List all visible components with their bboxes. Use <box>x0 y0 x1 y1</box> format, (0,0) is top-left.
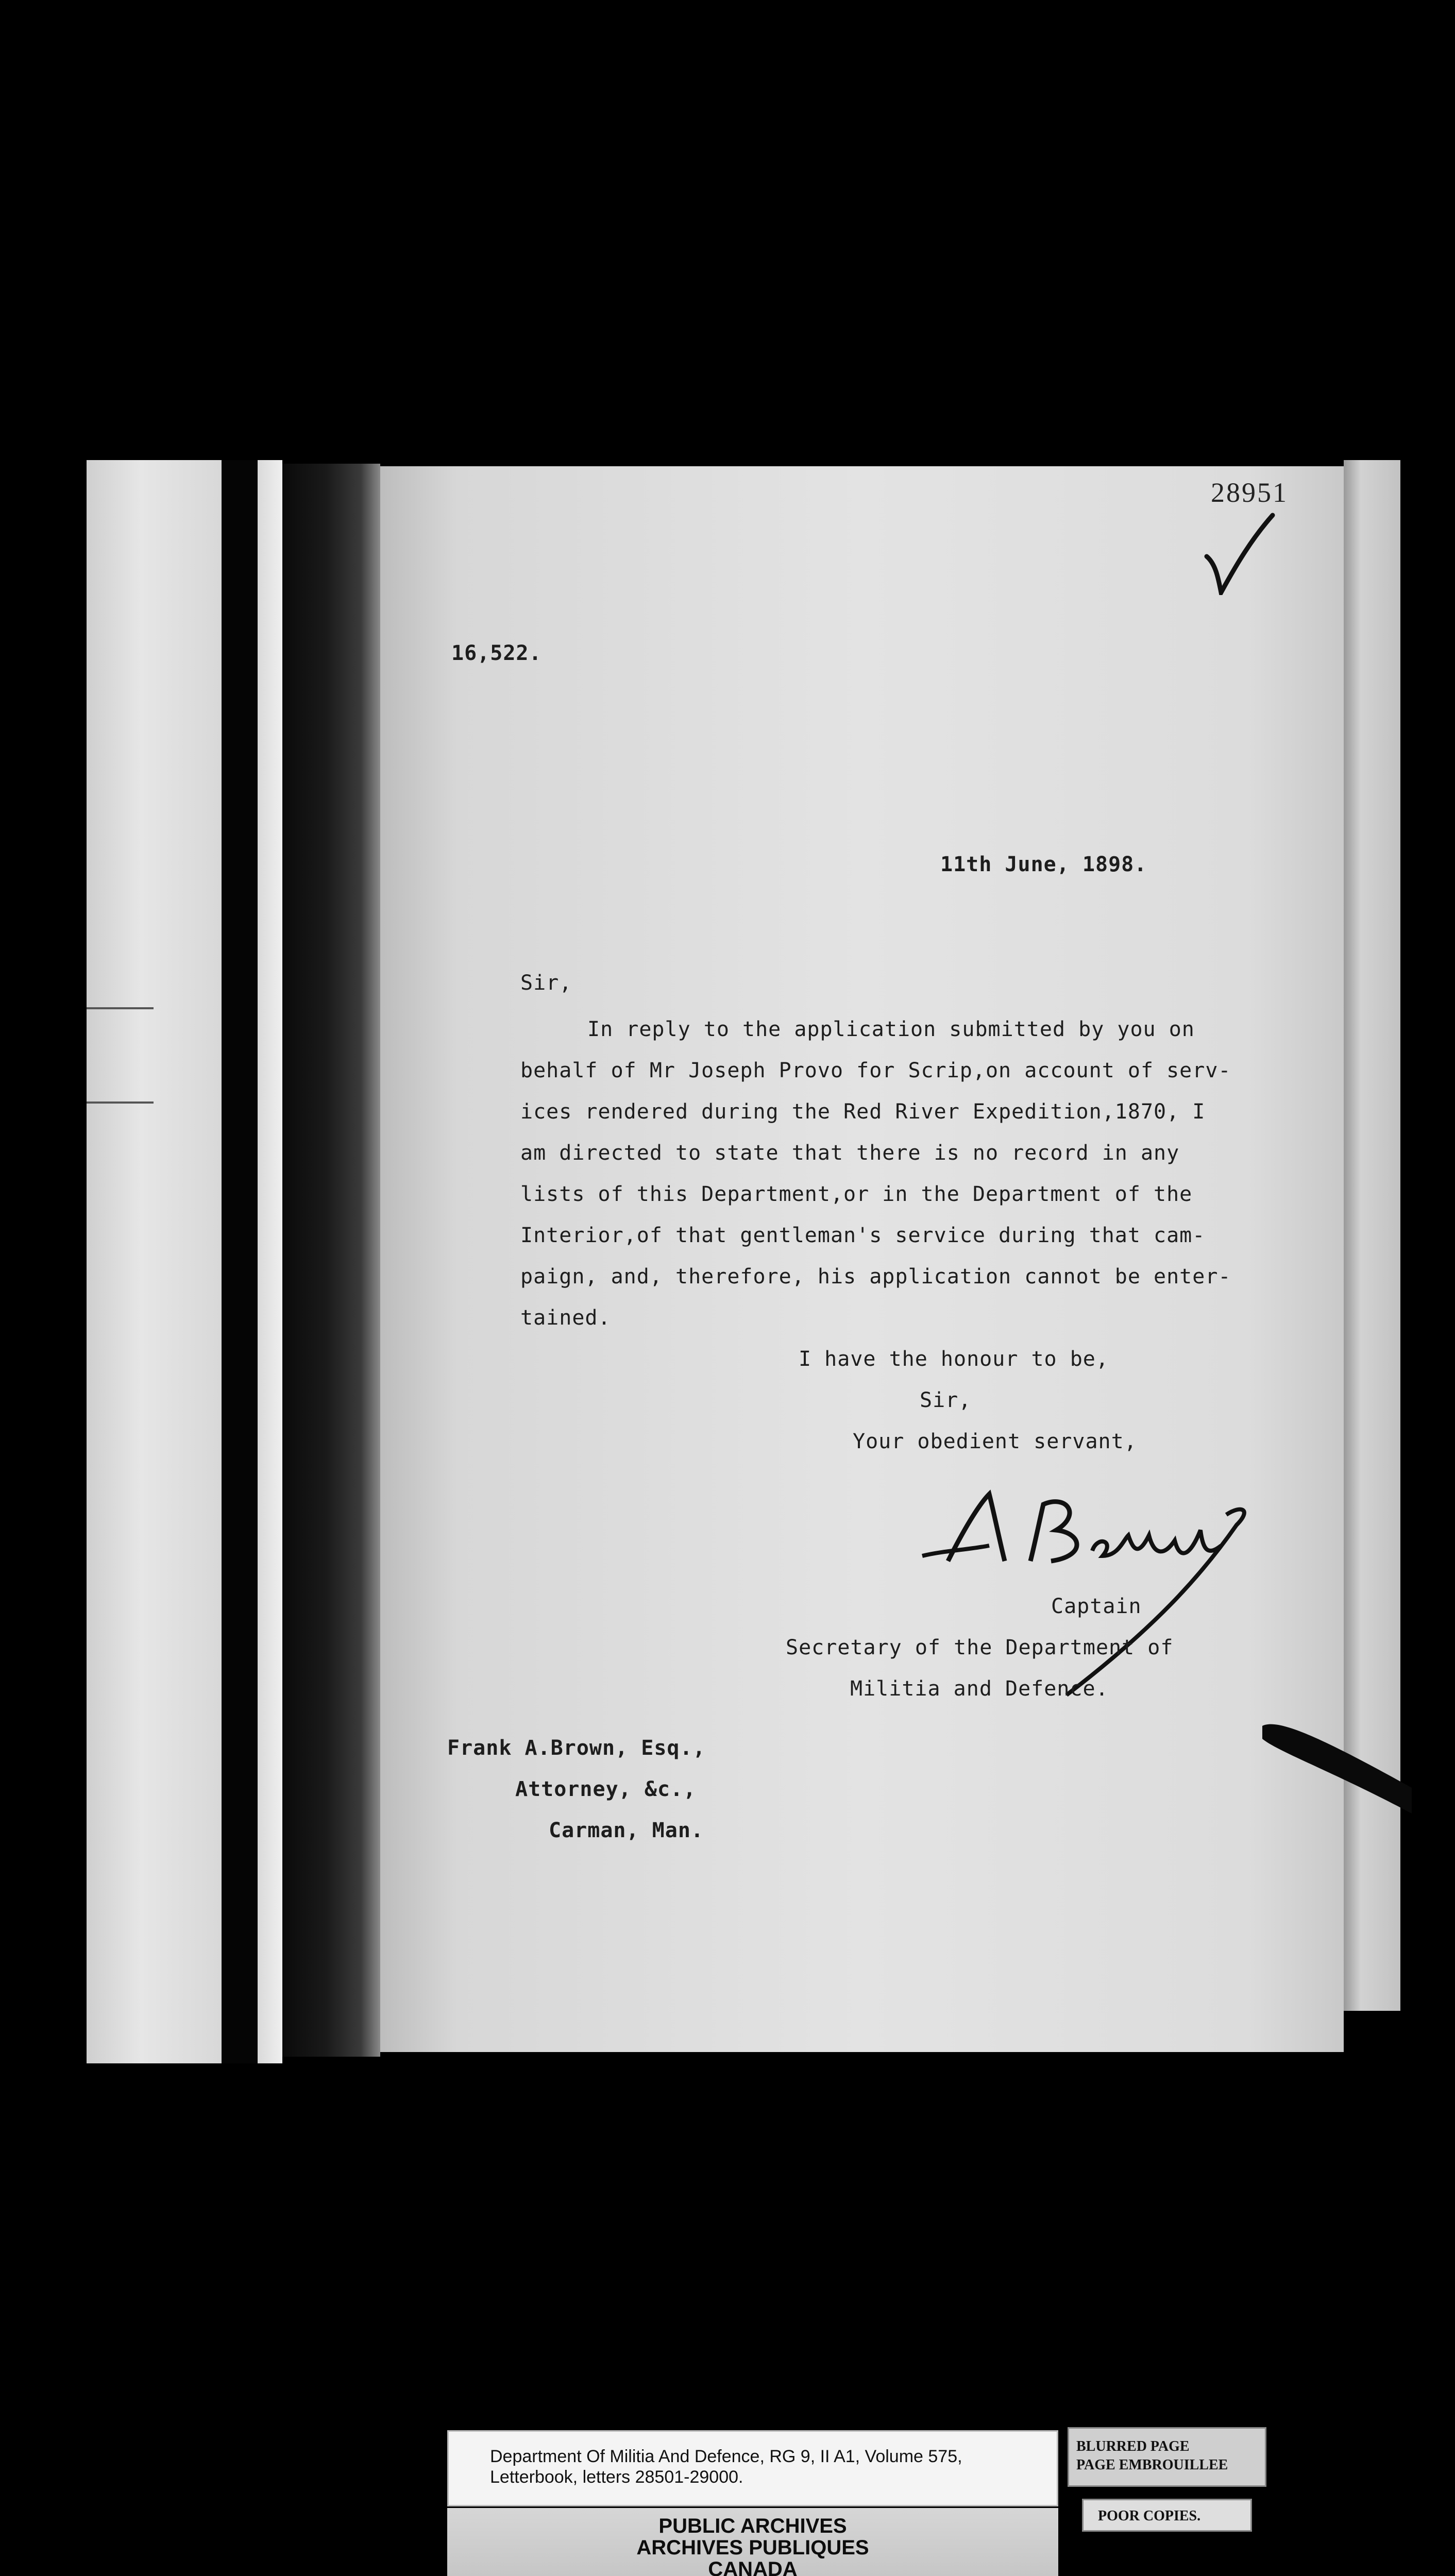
edge-mark <box>87 1101 154 1104</box>
signature <box>912 1484 1262 1700</box>
binding-spine <box>222 460 258 2063</box>
body-line: In reply to the application submitted by you on <box>587 1018 1195 1041</box>
closing-line: I have the honour to be, <box>799 1347 1109 1371</box>
archives-stamp-line: PUBLIC ARCHIVES <box>658 2515 847 2537</box>
archive-label-line: Letterbook, letters 28501-29000. <box>490 2467 743 2487</box>
edge-mark <box>87 1007 154 1009</box>
archives-stamp-line: ARCHIVES PUBLIQUES <box>636 2536 869 2559</box>
poor-copies-text: POOR COPIES. <box>1098 2508 1201 2524</box>
checkmark-icon <box>1200 507 1278 595</box>
body-line: behalf of Mr Joseph Provo for Scrip,on account of serv- <box>520 1059 1231 1082</box>
salutation: Sir, <box>520 971 572 995</box>
body-line: lists of this Department,or in the Department of the <box>520 1182 1193 1206</box>
addressee-line: Frank A.Brown, Esq., <box>447 1736 706 1760</box>
blurred-stamp-line: PAGE EMBROUILLEE <box>1076 2457 1228 2473</box>
body-line: tained. <box>520 1306 611 1330</box>
body-line: am directed to state that there is no record in any <box>520 1141 1180 1165</box>
addressee-line: Attorney, &c., <box>515 1777 697 1801</box>
reference-number: 16,522. <box>451 641 542 665</box>
blurred-page-stamp <box>1068 2427 1266 2487</box>
letter-date: 11th June, 1898. <box>940 853 1147 876</box>
pen-icon <box>1257 1716 1412 1829</box>
folio-number: 28951 <box>1211 477 1288 508</box>
gutter-shadow <box>282 464 380 2057</box>
public-archives-stamp <box>447 2508 1058 2576</box>
body-line: paign, and, therefore, his application cannot be enter- <box>520 1265 1231 1289</box>
thin-page-edge <box>258 460 282 2063</box>
closing-line: Your obedient servant, <box>853 1430 1137 1453</box>
closing-line: Sir, <box>920 1388 972 1412</box>
signer-title: Secretary of the Department of <box>786 1636 1174 1659</box>
poor-copies-stamp <box>1082 2499 1252 2532</box>
archive-label <box>447 2430 1058 2506</box>
archives-stamp-line: CANADA <box>708 2558 798 2576</box>
addressee-line: Carman, Man. <box>549 1819 704 1842</box>
letter-page <box>380 466 1344 2052</box>
left-page-edge <box>87 460 222 2063</box>
archive-label-line: Department Of Militia And Defence, RG 9, II A1, Volume 575, <box>490 2447 962 2466</box>
signer-title: Captain <box>1051 1595 1142 1618</box>
signer-title: Militia and Defence. <box>850 1677 1109 1701</box>
blurred-stamp-line: BLURRED PAGE <box>1076 2438 1190 2454</box>
body-line: Interior,of that gentleman's service during that cam- <box>520 1224 1206 1247</box>
body-line: ices rendered during the Red River Expedition,1870, I <box>520 1100 1206 1124</box>
